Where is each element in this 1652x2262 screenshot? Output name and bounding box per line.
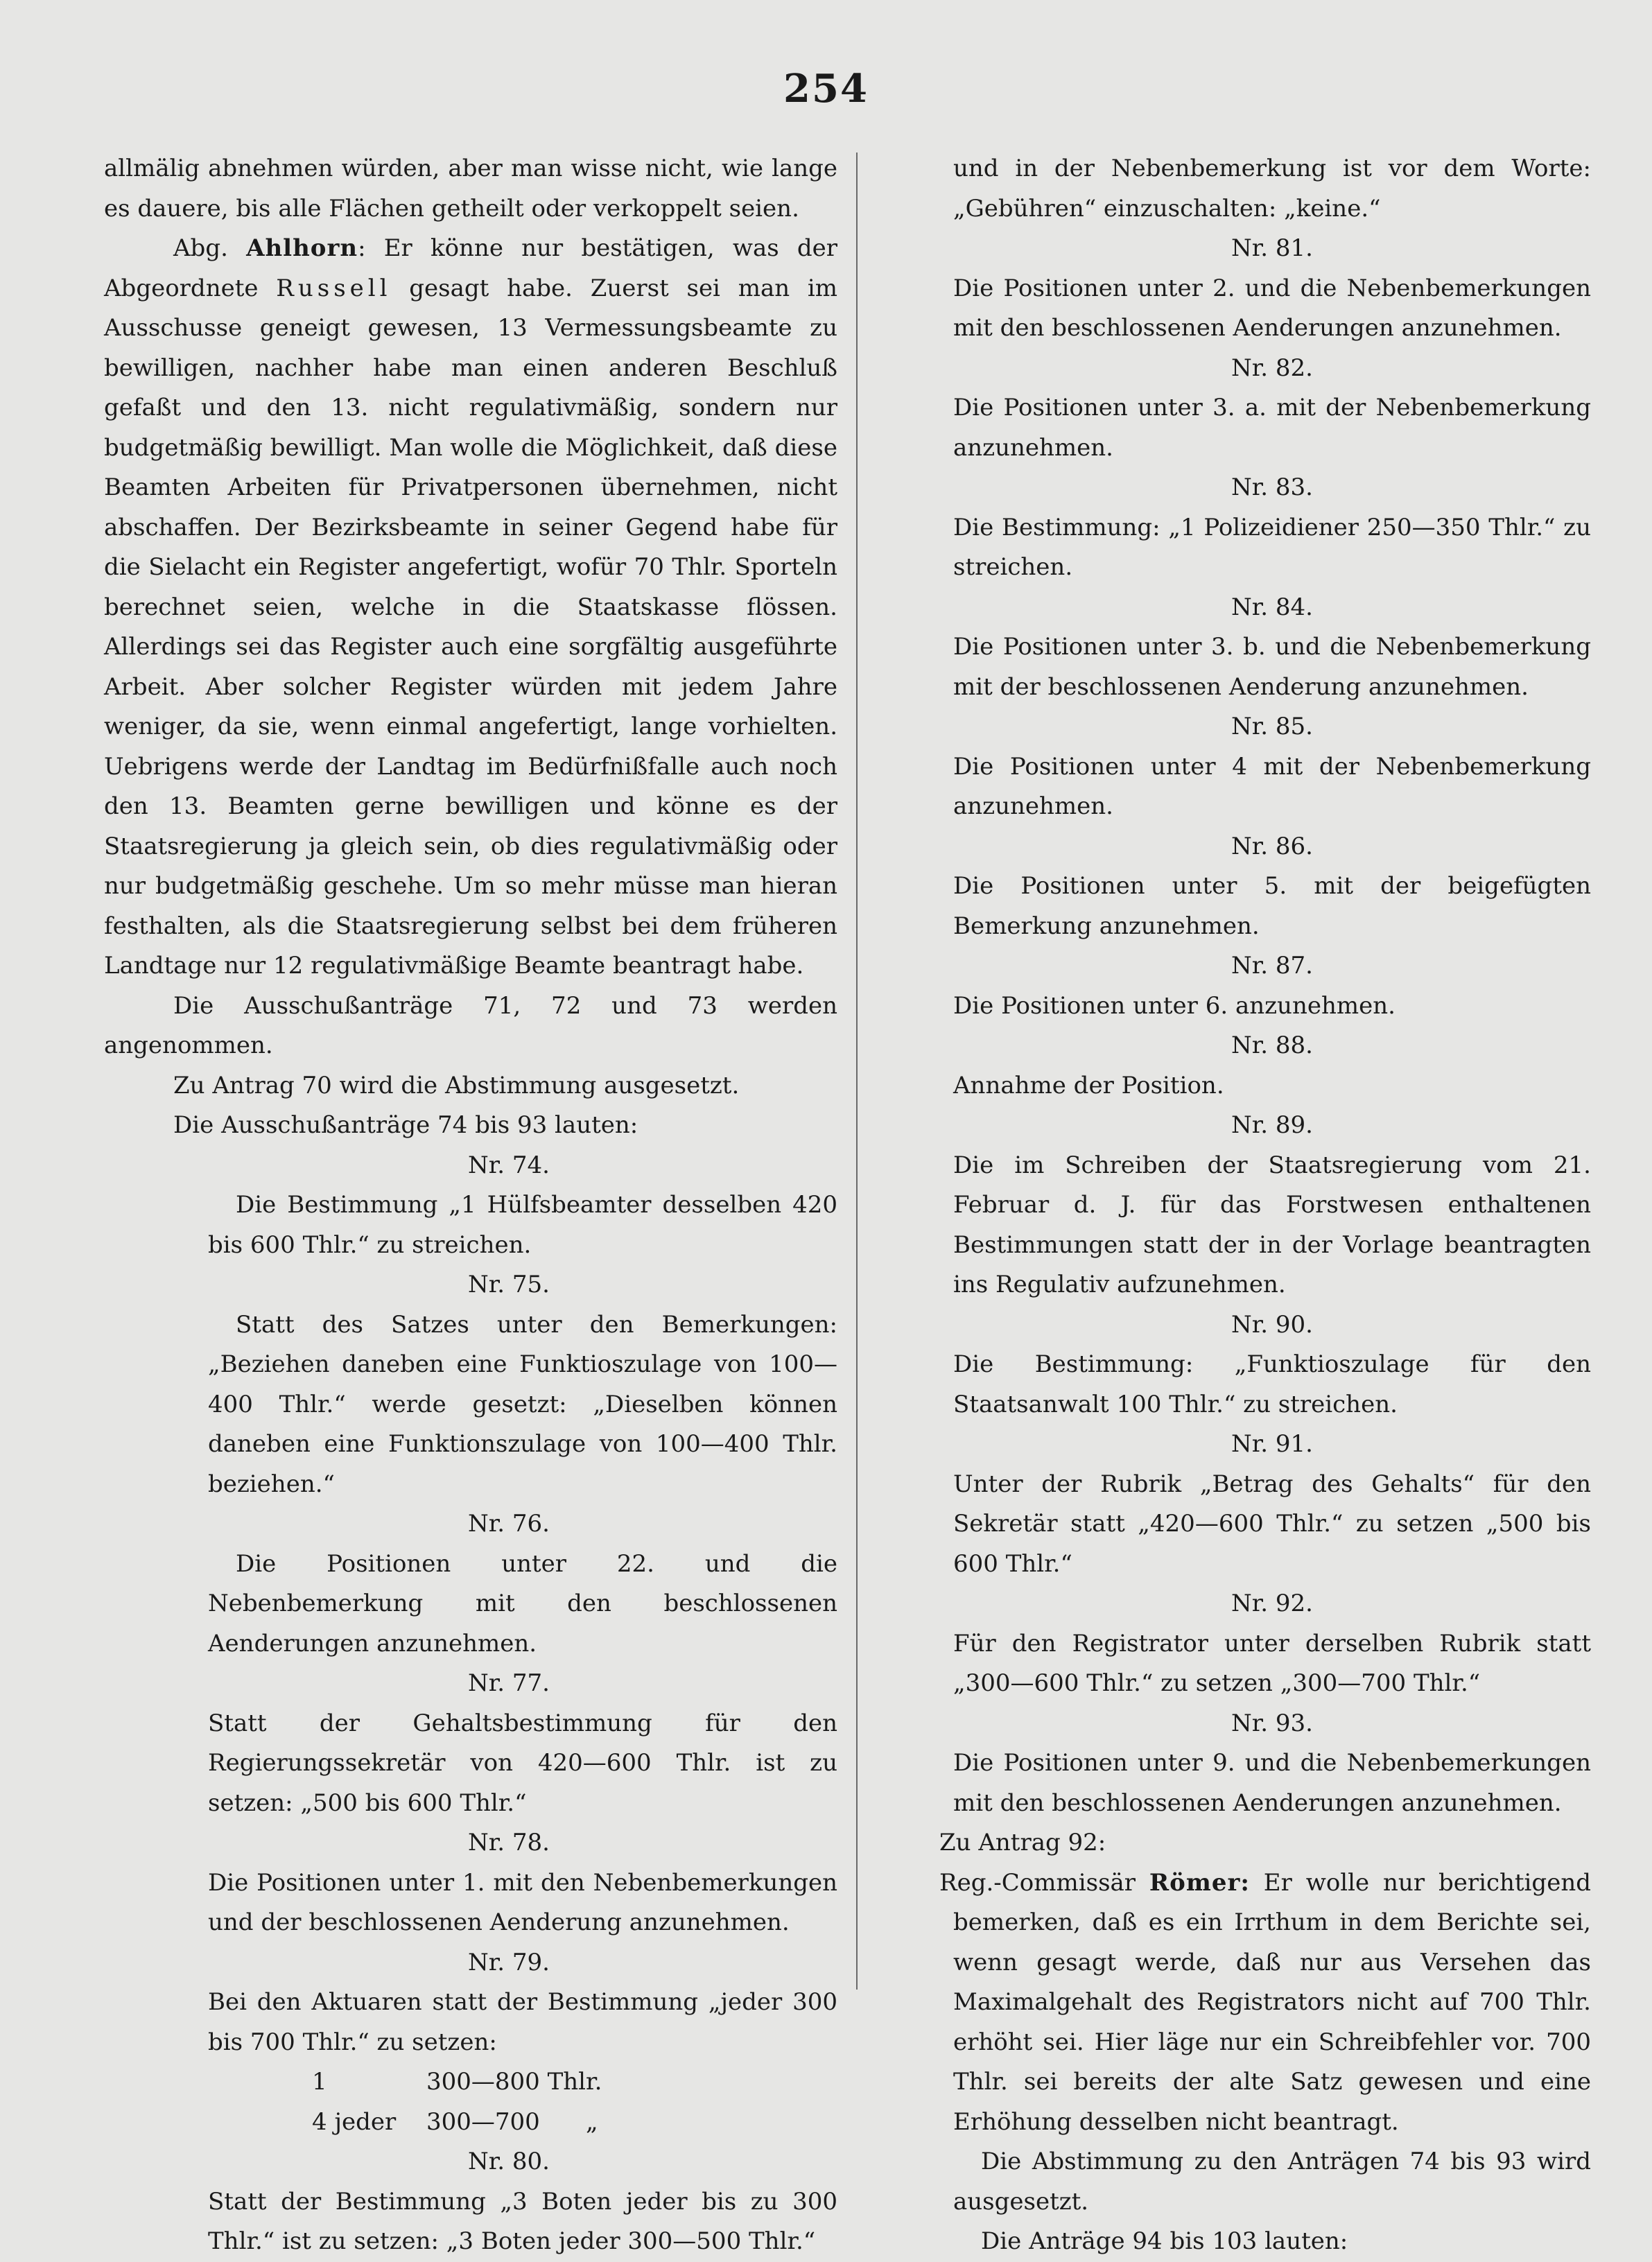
item-number: Nr. 80.: [468, 2148, 550, 2175]
item-number: Nr. 83.: [1231, 473, 1313, 501]
item-text: und in der Nebenbemerkung ist vor dem Worte: „Gebühren“ einzuschalten: „keine.“: [953, 155, 1591, 223]
item-number: Nr. 85.: [1231, 713, 1313, 740]
item-text: Die Positionen unter 5. mit der beigefügten Bemerkung anzunehmen.: [953, 872, 1591, 940]
paragraph: Die Ausschußanträge 74 bis 93 lauten:: [173, 1111, 638, 1139]
paragraph-roemer: Reg.-Commissär Römer: Er wolle nur berichtigend bemerken, daß es ein Irrthum in dem Berichte sei, wenn gesagt werde, daß nur aus Versehen das Maximalgehalt des Registrators nicht auf 700 Thlr. erhöht sei. Hier läge nur ein Schreibfehler vor. 700 Thlr. sei bereits der alte Satz gewesen und eine Erhöhung desselben nicht beantragt.: [939, 1868, 1591, 2136]
column-divider: [856, 153, 858, 1990]
speaker-name: Russell: [276, 274, 392, 302]
paragraph: Zu Antrag 92:: [939, 1829, 1106, 1856]
item-text: Bei den Aktuaren statt der Bestimmung „jeder 300 bis 700 Thlr.“ zu setzen:: [208, 1988, 837, 2056]
item-text: Die im Schreiben der Staatsregierung vom 21. Februar d. J. für das Forstwesen enthaltenen Bestimmungen statt der in der Vorlage beantragten ins Regulativ aufzunehmen.: [953, 1151, 1591, 1298]
paragraph: Die Anträge 94 bis 103 lauten:: [981, 2227, 1348, 2255]
item-text: Die Positionen unter 1. mit den Nebenbemerkungen und der beschlossenen Aenderung anzunehmen.: [208, 1868, 837, 1936]
item-number: Nr. 89.: [1231, 1111, 1313, 1139]
item-text: Die Bestimmung: „Funktioszulage für den Staatsanwalt 100 Thlr.“ zu streichen.: [953, 1350, 1591, 1418]
item-number: Nr. 79.: [468, 1948, 550, 1976]
table-cell: 4 jeder: [312, 2107, 397, 2136]
salary-table: [312, 2062, 837, 2142]
item-text: Annahme der Position.: [953, 1071, 1224, 1099]
speaker-name: Römer:: [1149, 1868, 1250, 1897]
paragraph: allmälig abnehmen würden, aber man wisse nicht, wie lange es dauere, bis alle Flächen getheilt oder verkoppelt seien.: [104, 155, 837, 223]
item-text: Die Positionen unter 22. und die Nebenbemerkung mit den beschlossenen Aenderungen anzunehmen.: [208, 1549, 837, 1658]
item-text: Die Bestimmung: „1 Polizeidiener 250—350 Thlr.“ zu streichen.: [953, 513, 1591, 581]
item-number: Nr. 88.: [1231, 1032, 1313, 1059]
item-number: Nr. 78.: [468, 1829, 550, 1856]
speaker-name: Ahlhorn: [246, 234, 358, 262]
item-number: Nr. 76.: [468, 1510, 550, 1538]
item-number: Nr. 81.: [1231, 234, 1313, 262]
item-text: Die Positionen unter 3. a. mit der Nebenbemerkung anzunehmen.: [953, 394, 1591, 462]
table-cell: 1: [312, 2068, 327, 2096]
table-cell: 300—700: [426, 2107, 540, 2136]
item-number: Nr. 92.: [1231, 1590, 1313, 1617]
item-text: Statt des Satzes unter den Bemerkungen: „Beziehen daneben eine Funktioszulage von 100—400 Thlr.“ werde gesetzt: „Dieselben können daneben eine Funktionszulage von 100—400 Thlr. beziehen.“: [208, 1310, 837, 1498]
paragraph: Die Abstimmung zu den Anträgen 74 bis 93 wird ausgesetzt.: [953, 2148, 1591, 2216]
item-text: Statt der Bestimmung „3 Boten jeder bis zu 300 Thlr.“ ist zu setzen: „3 Boten jeder 300—500 Thlr.“: [208, 2187, 837, 2255]
item-number: Nr. 91.: [1231, 1430, 1313, 1458]
item-number: Nr. 74.: [468, 1151, 550, 1179]
item-number: Nr. 87.: [1231, 952, 1313, 980]
item-text: Für den Registrator unter derselben Rubrik statt „300—600 Thlr.“ zu setzen „300—700 Thlr.“: [953, 1629, 1591, 1697]
right-column: [939, 149, 1591, 2262]
item-number: Nr. 75.: [468, 1271, 550, 1298]
item-number: Nr. 90.: [1231, 1310, 1313, 1339]
item-text: Die Positionen unter 3. b. und die Nebenbemerkung mit der beschlossenen Aenderung anzunehmen.: [953, 633, 1591, 701]
table-cell: „: [586, 2107, 598, 2136]
page-number: 254: [783, 66, 869, 112]
item-text: Die Positionen unter 4 mit der Nebenbemerkung anzunehmen.: [953, 752, 1591, 820]
paragraph: Zu Antrag 70 wird die Abstimmung ausgesetzt.: [173, 1071, 740, 1099]
item-number: Nr. 84.: [1231, 593, 1313, 621]
left-column: [104, 149, 837, 2262]
item-number: Nr. 77.: [468, 1669, 550, 1697]
item-text: Die Positionen unter 6. anzunehmen.: [953, 991, 1395, 1020]
item-text: Unter der Rubrik „Betrag des Gehalts“ für den Sekretär statt „420—600 Thlr.“ zu setzen „500 bis 600 Thlr.“: [953, 1470, 1591, 1578]
item-text: Statt der Gehaltsbestimmung für den Regierungssekretär von 420—600 Thlr. ist zu setzen: „500 bis 600 Thlr.“: [208, 1709, 837, 1817]
item-text: Die Bestimmung „1 Hülfsbeamter desselben 420 bis 600 Thlr.“ zu streichen.: [208, 1191, 837, 1259]
table-cell: 300—800 Thlr.: [426, 2068, 602, 2096]
item-number: Nr. 93.: [1231, 1709, 1313, 1737]
paragraph-ahlhorn: Abg. Ahlhorn: Er könne nur bestätigen, was der Abgeordnete Russell gesagt habe. Zuerst sei man im Ausschusse geneigt gewesen, 13 Vermessungsbeamte zu bewilligen, nachher habe man einen anderen Beschluß gefaßt und den 13. nicht regulativmäßig, sondern nur budgetmäßig bewilligt. Man wolle die Möglichkeit, daß diese Beamten Arbeiten für Privatpersonen übernehmen, nicht abschaffen. Der Bezirksbeamte in seiner Gegend habe für die Sielacht ein Register angefertigt, wofür 70 Thlr. Sporteln berechnet seien, welche in die Staatskasse flössen. Allerdings sei das Register auch eine sorgfältig ausgeführte Arbeit. Aber solcher Register würden mit jedem Jahre weniger, da sie, wenn einmal angefertigt, lange vorhielten. Uebrigens werde der Landtag im Bedürfnißfalle auch noch den 13. Beamten gerne bewilligen und könne es der Staatsregierung ja gleich sein, ob dies regulativmäßig oder nur budgetmäßig geschehe. Um so mehr müsse man hieran festhalten, als die Staatsregierung selbst bei dem früheren Landtage nur 12 regulativmäßige Beamte beantragt habe.: [104, 234, 838, 980]
paragraph: Die Ausschußanträge 71, 72 und 73 werden angenommen.: [104, 991, 837, 1059]
item-text: Die Positionen unter 2. und die Nebenbemerkungen mit den beschlossenen Aenderungen anzunehmen.: [953, 274, 1591, 342]
item-number: Nr. 82.: [1231, 354, 1313, 382]
item-number: Nr. 86.: [1231, 832, 1313, 860]
item-text: Die Positionen unter 9. und die Nebenbemerkungen mit den beschlossenen Aenderungen anzunehmen.: [953, 1749, 1591, 1817]
